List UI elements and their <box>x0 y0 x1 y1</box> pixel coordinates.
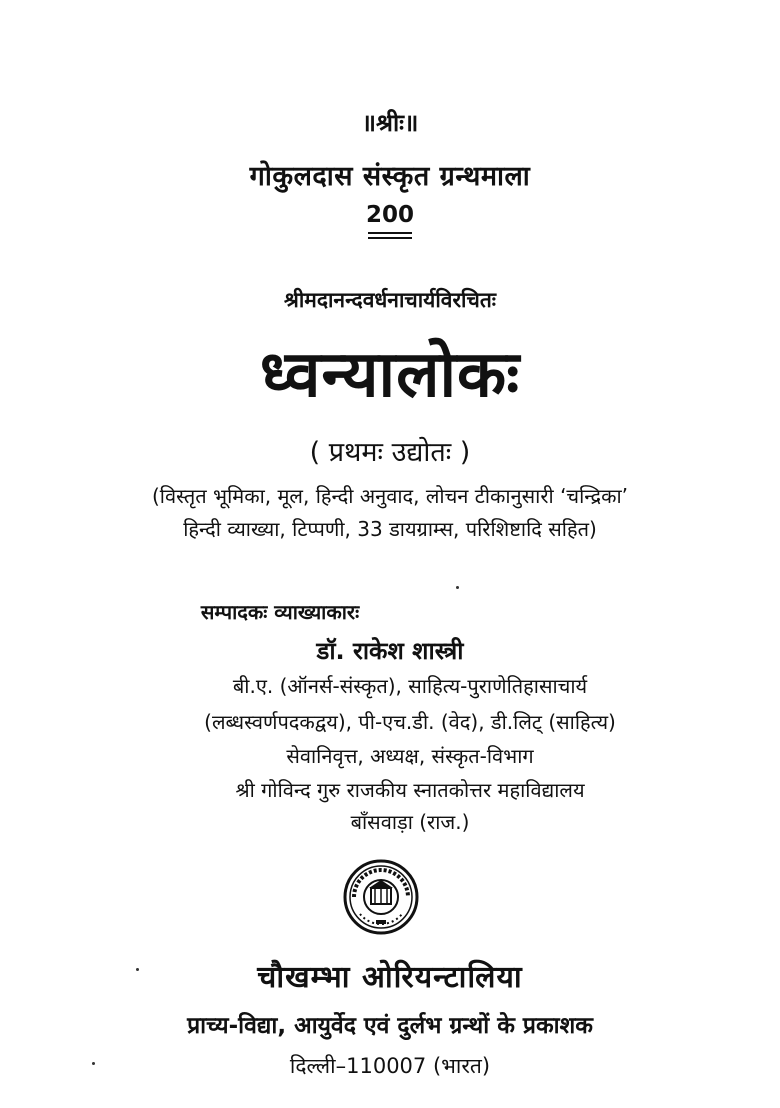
invocation-text: ॥श्रीः॥ <box>361 109 419 137</box>
editor-credential: श्री गोविन्द गुरु राजकीय स्नातकोत्तर महाविद्यालय <box>235 778 585 802</box>
print-speck <box>92 1062 95 1065</box>
editor-name: डॉ. राकेश शास्त्री <box>316 637 464 665</box>
editor-credential: बाँसवाड़ा (राज.) <box>350 810 470 834</box>
publisher-seal-icon <box>342 858 420 936</box>
author-line: श्रीमदानन्दवर्धनाचार्यविरचितः <box>283 288 497 312</box>
series-number-underline <box>368 232 412 234</box>
publisher-tagline: प्राच्य-विद्या, आयुर्वेद एवं दुर्लभ ग्रन्थों के प्रकाशक <box>187 1013 593 1039</box>
editor-credential: (लब्धस्वर्णपदकद्वय), पी-एच.डी. (वेद), डी.लिट् (साहित्य) <box>204 710 616 734</box>
editor-credential: सेवानिवृत्त, अध्यक्ष, संस्कृत-विभाग <box>286 744 534 768</box>
print-speck <box>456 586 459 589</box>
description-line-2: हिन्दी व्याख्या, टिप्पणी, 33 डायग्राम्स, परिशिष्टादि सहित) <box>183 517 597 541</box>
section-subtitle: ( प्रथमः उद्योतः ) <box>309 437 471 468</box>
series-number: 200 <box>365 202 414 228</box>
editor-credential: बी.ए. (ऑनर्स-संस्कृत), साहित्य-पुराणेतिहासाचार्य <box>232 674 588 698</box>
editor-label: सम्पादकः व्याख्याकारः <box>200 600 360 624</box>
publisher-name: चौखम्भा ओरियन्टालिया <box>257 960 523 995</box>
description-line-1: (विस्तृत भूमिका, मूल, हिन्दी अनुवाद, लोचन टीकानुसारी ‘चन्द्रिका’ <box>151 484 629 508</box>
series-number-underline-2 <box>368 237 412 239</box>
print-speck <box>136 968 139 971</box>
book-title: ध्वन्यालोकः <box>259 338 521 412</box>
series-name: गोकुलदास संस्कृत ग्रन्थमाला <box>249 161 531 192</box>
publisher-address: दिल्ली–110007 (भारत) <box>289 1054 491 1078</box>
